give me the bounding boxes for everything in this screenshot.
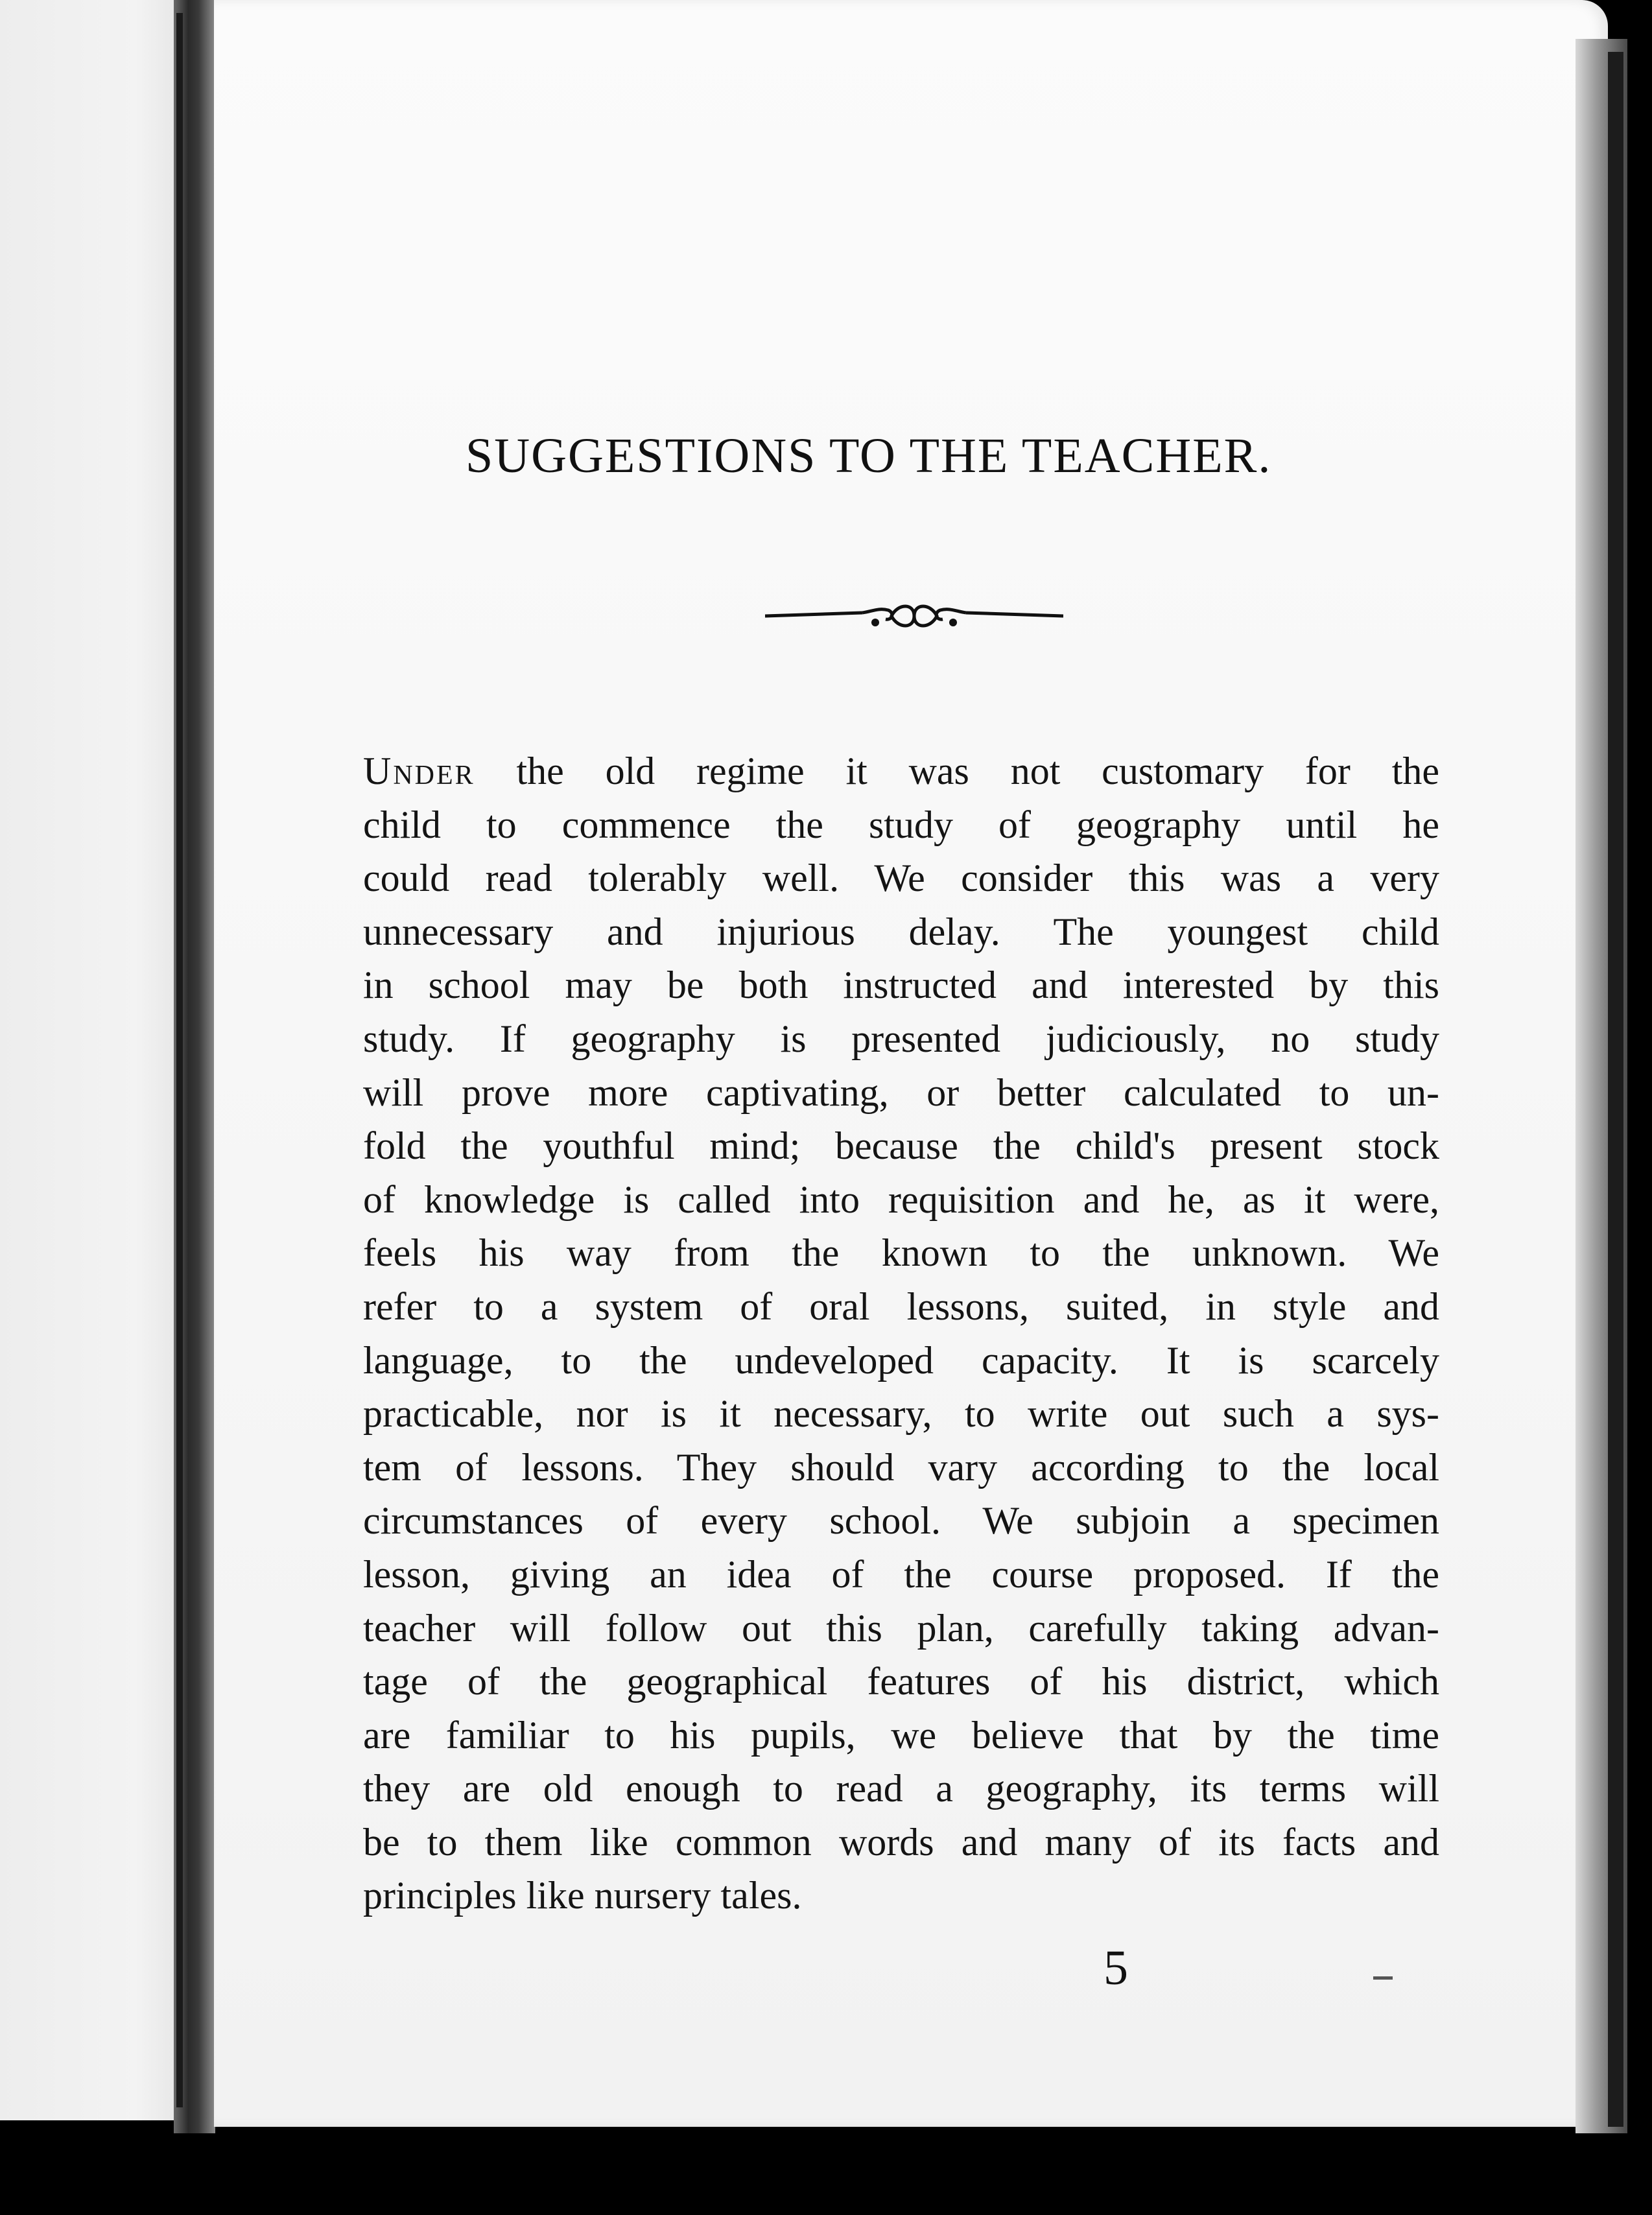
paragraph-line: in school may be both instructed and interested by this [363, 964, 1439, 1007]
paragraph-line: could read tolerably well. We consider this was a very [363, 857, 1439, 900]
body-paragraph [363, 744, 1439, 1923]
left-facing-page [0, 0, 195, 2120]
paragraph-line: study. If geography is presented judiciously, no study [363, 1017, 1439, 1060]
paragraph-line: lesson, giving an idea of the course proposed. If the [363, 1552, 1439, 1596]
paragraph-line: teacher will follow out this plan, carefully taking advan- [363, 1606, 1439, 1650]
paragraph-line: of knowledge is called into requisition and he, as it were, [363, 1178, 1439, 1221]
paragraph-line: unnecessary and injurious delay. The youngest child [363, 910, 1439, 953]
line-text: the old regime it was not customary for the [475, 750, 1439, 792]
paragraph-line: are familiar to his pupils, we believe that by the time [363, 1713, 1439, 1757]
page-number: 5 [1103, 1941, 1128, 1995]
paragraph-line: practicable, nor is it necessary, to write out such a sys- [363, 1392, 1439, 1436]
paragraph-line: child to commence the study of geography until he [363, 803, 1439, 846]
flourish-ornament-icon [765, 593, 1063, 639]
page-edge-shadow [1608, 52, 1623, 2127]
page-title: SUGGESTIONS TO THE TEACHER. [466, 429, 1272, 483]
paragraph-line: will prove more captivating, or better calculated to un- [363, 1071, 1439, 1114]
paragraph-line: refer to a system of oral lessons, suited, in style and [363, 1285, 1439, 1328]
paragraph-line: tem of lessons. They should vary according to the local [363, 1445, 1439, 1489]
paragraph-line: language, to the undeveloped capacity. It is scarcely [363, 1338, 1439, 1382]
paragraph-line: fold the youthful mind; because the child's present stock [363, 1124, 1439, 1168]
paragraph-line: feels his way from the known to the unknown. We [363, 1231, 1439, 1275]
paragraph-line: circumstances of every school. We subjoin a specimen [363, 1499, 1439, 1543]
paragraph-line: they are old enough to read a geography, its terms will [363, 1767, 1439, 1810]
drop-word: Under [363, 750, 475, 792]
paragraph-line: be to them like common words and many of its facts and [363, 1820, 1439, 1864]
paragraph-line: tage of the geographical features of his district, which [363, 1660, 1439, 1703]
paragraph-line [363, 744, 1439, 798]
margin-mark [1373, 1976, 1393, 1980]
gutter-shadow [176, 13, 183, 2107]
paragraph-line: principles like nursery tales. [363, 1874, 802, 1917]
